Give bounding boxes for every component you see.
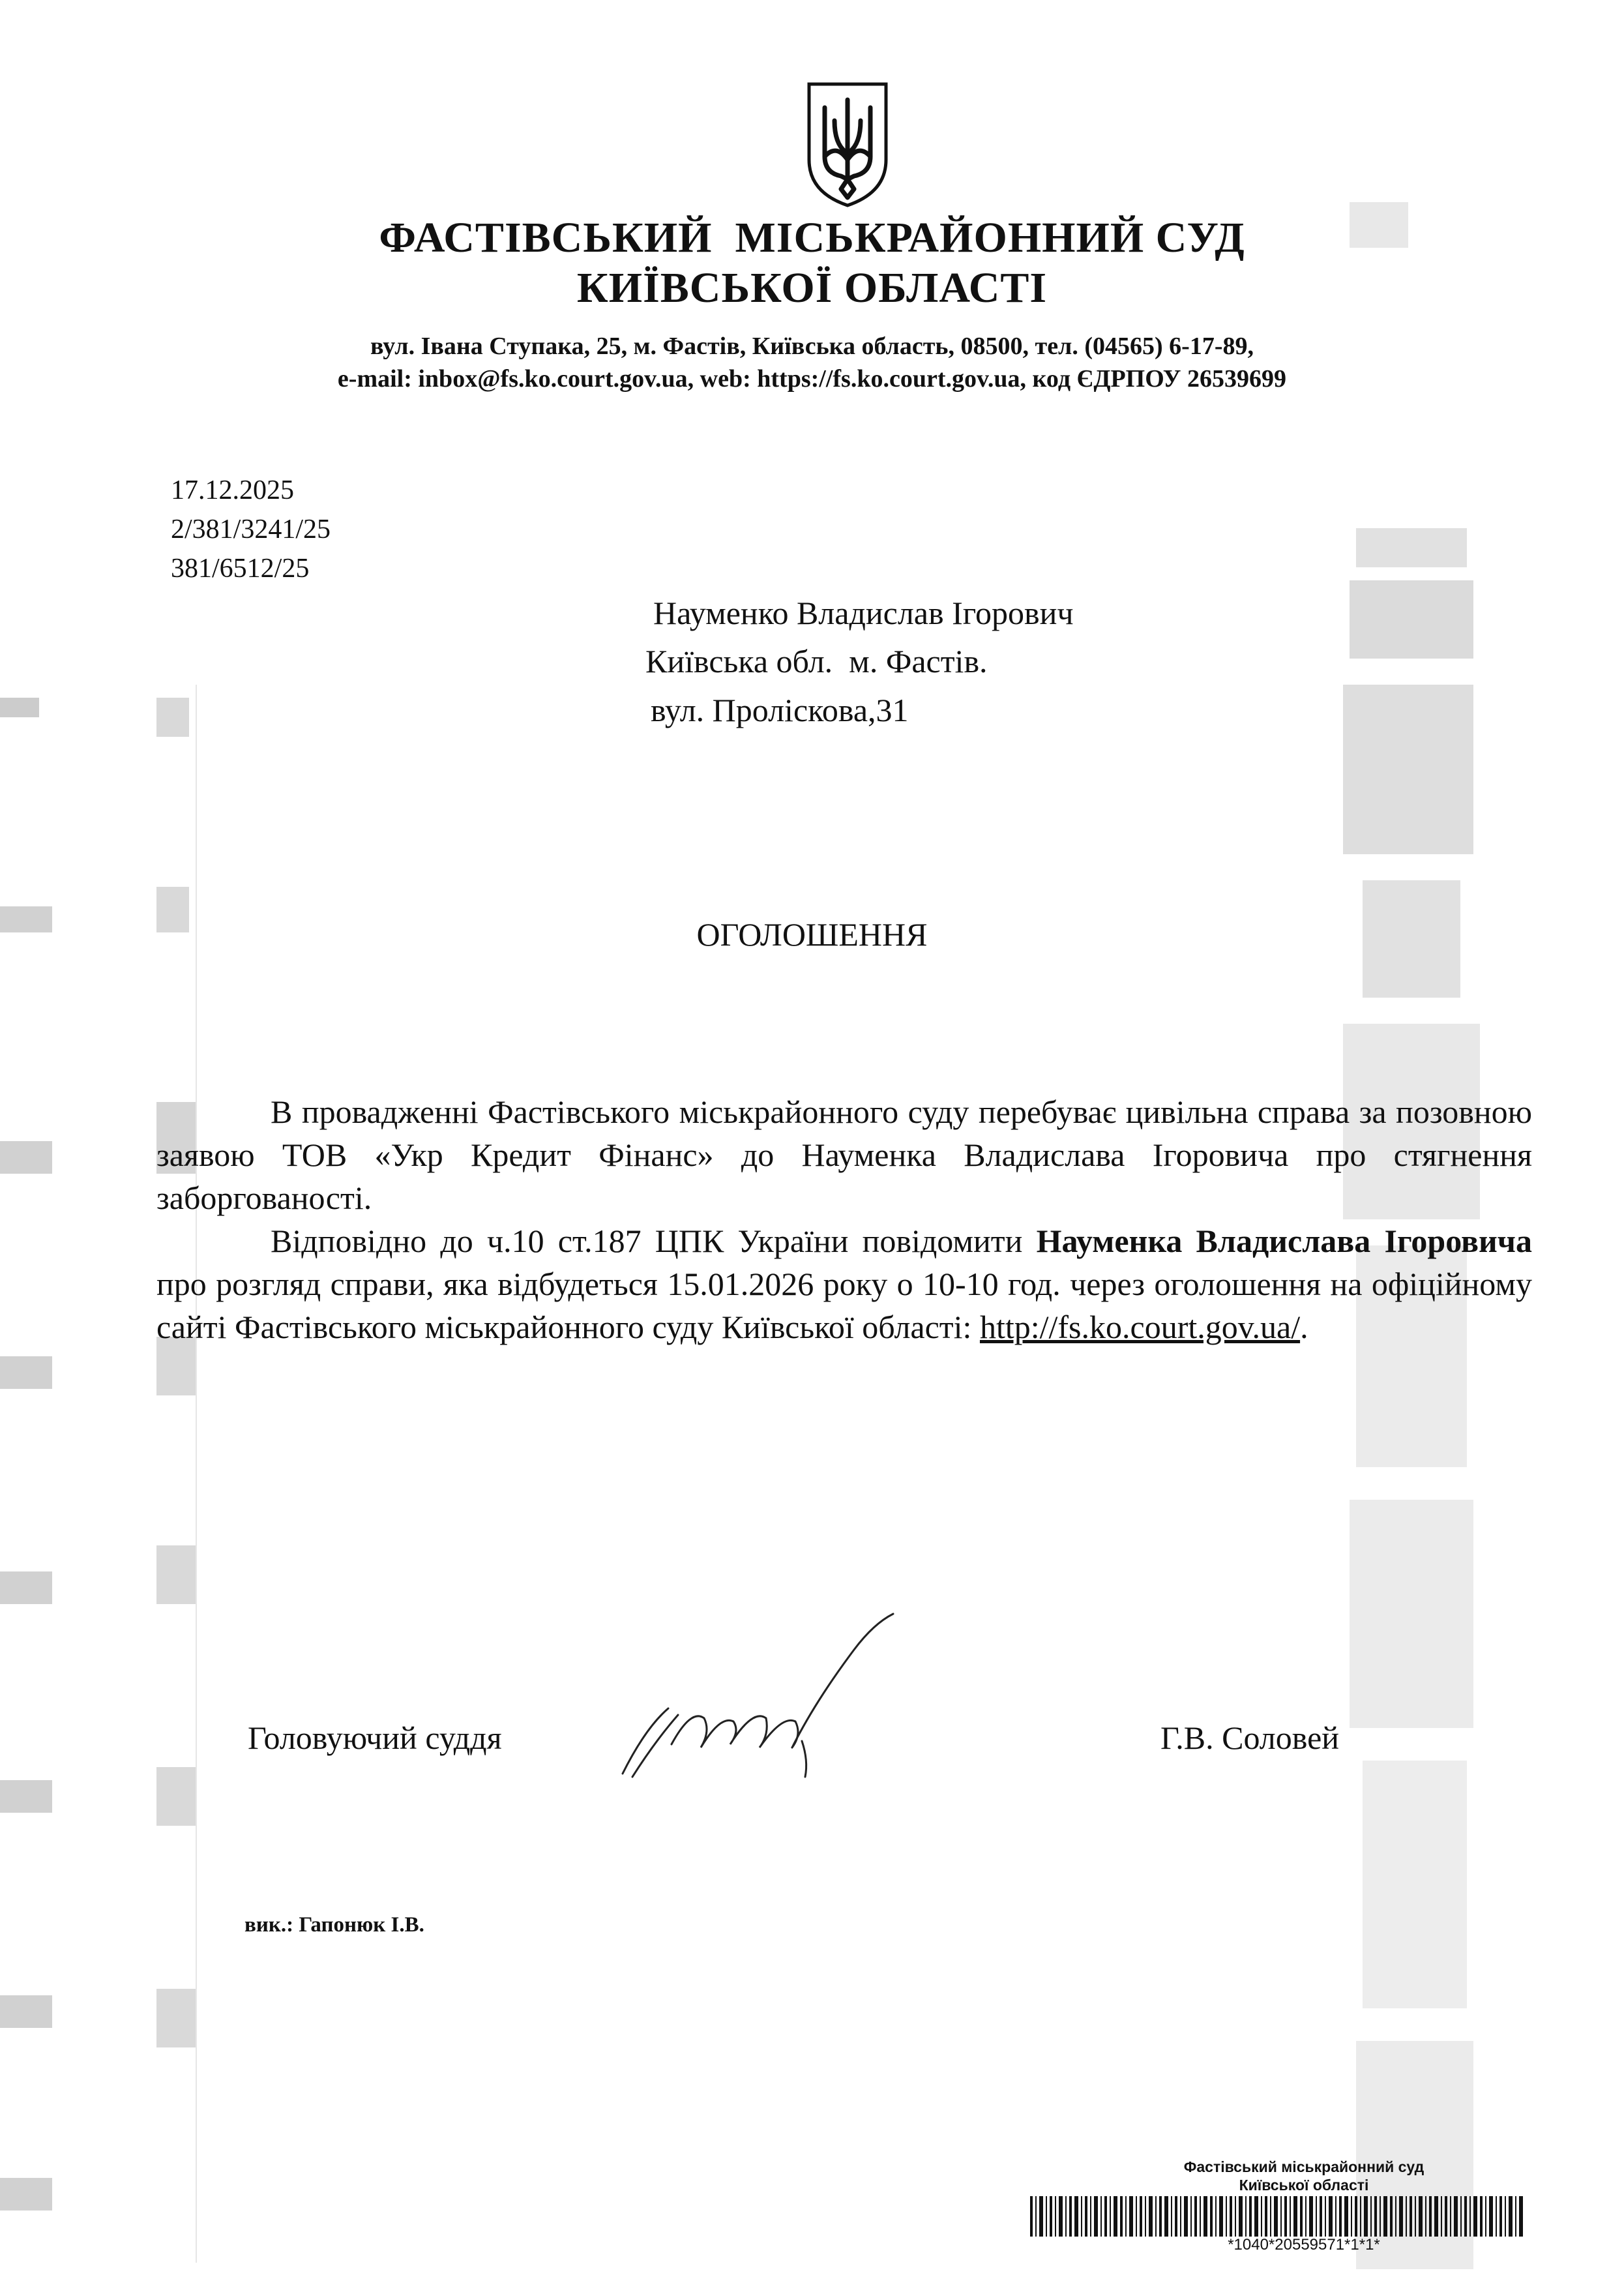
addressee-street: вул. Пролiскова,31 [651, 692, 909, 728]
judge-name: Г.В. Соловей [1160, 1719, 1340, 1756]
stamp-region: Київської області [1239, 2177, 1369, 2194]
notice-body [156, 1090, 1532, 1348]
ukraine-trident-icon [805, 82, 890, 209]
addressee-city: Київська обл. м. Фастів. [645, 643, 988, 679]
case-number: 2/381/3241/25 [171, 514, 331, 544]
court-name-line1: ФАСТІВСЬКИЙ МІСЬКРАЙОННИЙ СУД [379, 214, 1245, 261]
handwritten-signature [606, 1611, 906, 1793]
stamp-court-name: Фастівський міськрайонний суд [1183, 2158, 1425, 2175]
defendant-name: Науменка Владислава Ігоровича [1036, 1223, 1532, 1259]
court-contacts: e-mail: inbox@fs.ko.court.gov.ua, web: https://fs.ko.court.gov.ua, код ЄДРПОУ 26539699 [337, 365, 1287, 393]
barcode-number: *1040*20559571*1*1* [1228, 2236, 1380, 2254]
paragraph-2-suffix: про розгляд справи, яка відбудеться 15.01.2026 року о 10-10 год. через оголошення на офіційному сайті Фастівського міськрайонного суду Київської області: [156, 1266, 1532, 1345]
court-name-line2: КИЇВСЬКОЇ ОБЛАСТІ [576, 264, 1048, 312]
court-website-link[interactable]: http://fs.ko.court.gov.ua/ [979, 1309, 1301, 1345]
paragraph-2-end: . [1300, 1309, 1308, 1345]
notice-title: ОГОЛОШЕННЯ [696, 916, 928, 953]
executor: вик.: Гапонюк І.В. [244, 1913, 424, 1937]
registration-barcode [1030, 2196, 1526, 2237]
document-date: 17.12.2025 [171, 475, 294, 505]
court-address: вул. Івана Ступака, 25, м. Фастів, Київська область, 08500, тел. (04565) 6-17-89, [370, 333, 1254, 360]
notice-paragraph-2 [156, 1219, 1532, 1348]
notice-paragraph-1: В провадженні Фастівського міськрайонного суду перебуває цивільна справа за позовною заявою ТОВ «Укр Кредит Фінанс» до Науменка Владислава Ігоровича про стягнення заборгованості. [156, 1094, 1532, 1216]
proceeding-number: 381/6512/25 [171, 554, 310, 584]
presiding-judge-label: Головуючий суддя [248, 1719, 502, 1756]
paragraph-2-prefix: Відповідно до ч.10 ст.187 ЦПК України повідомити [271, 1223, 1037, 1259]
addressee-name: Науменко Владислав Ігорович [653, 595, 1074, 631]
